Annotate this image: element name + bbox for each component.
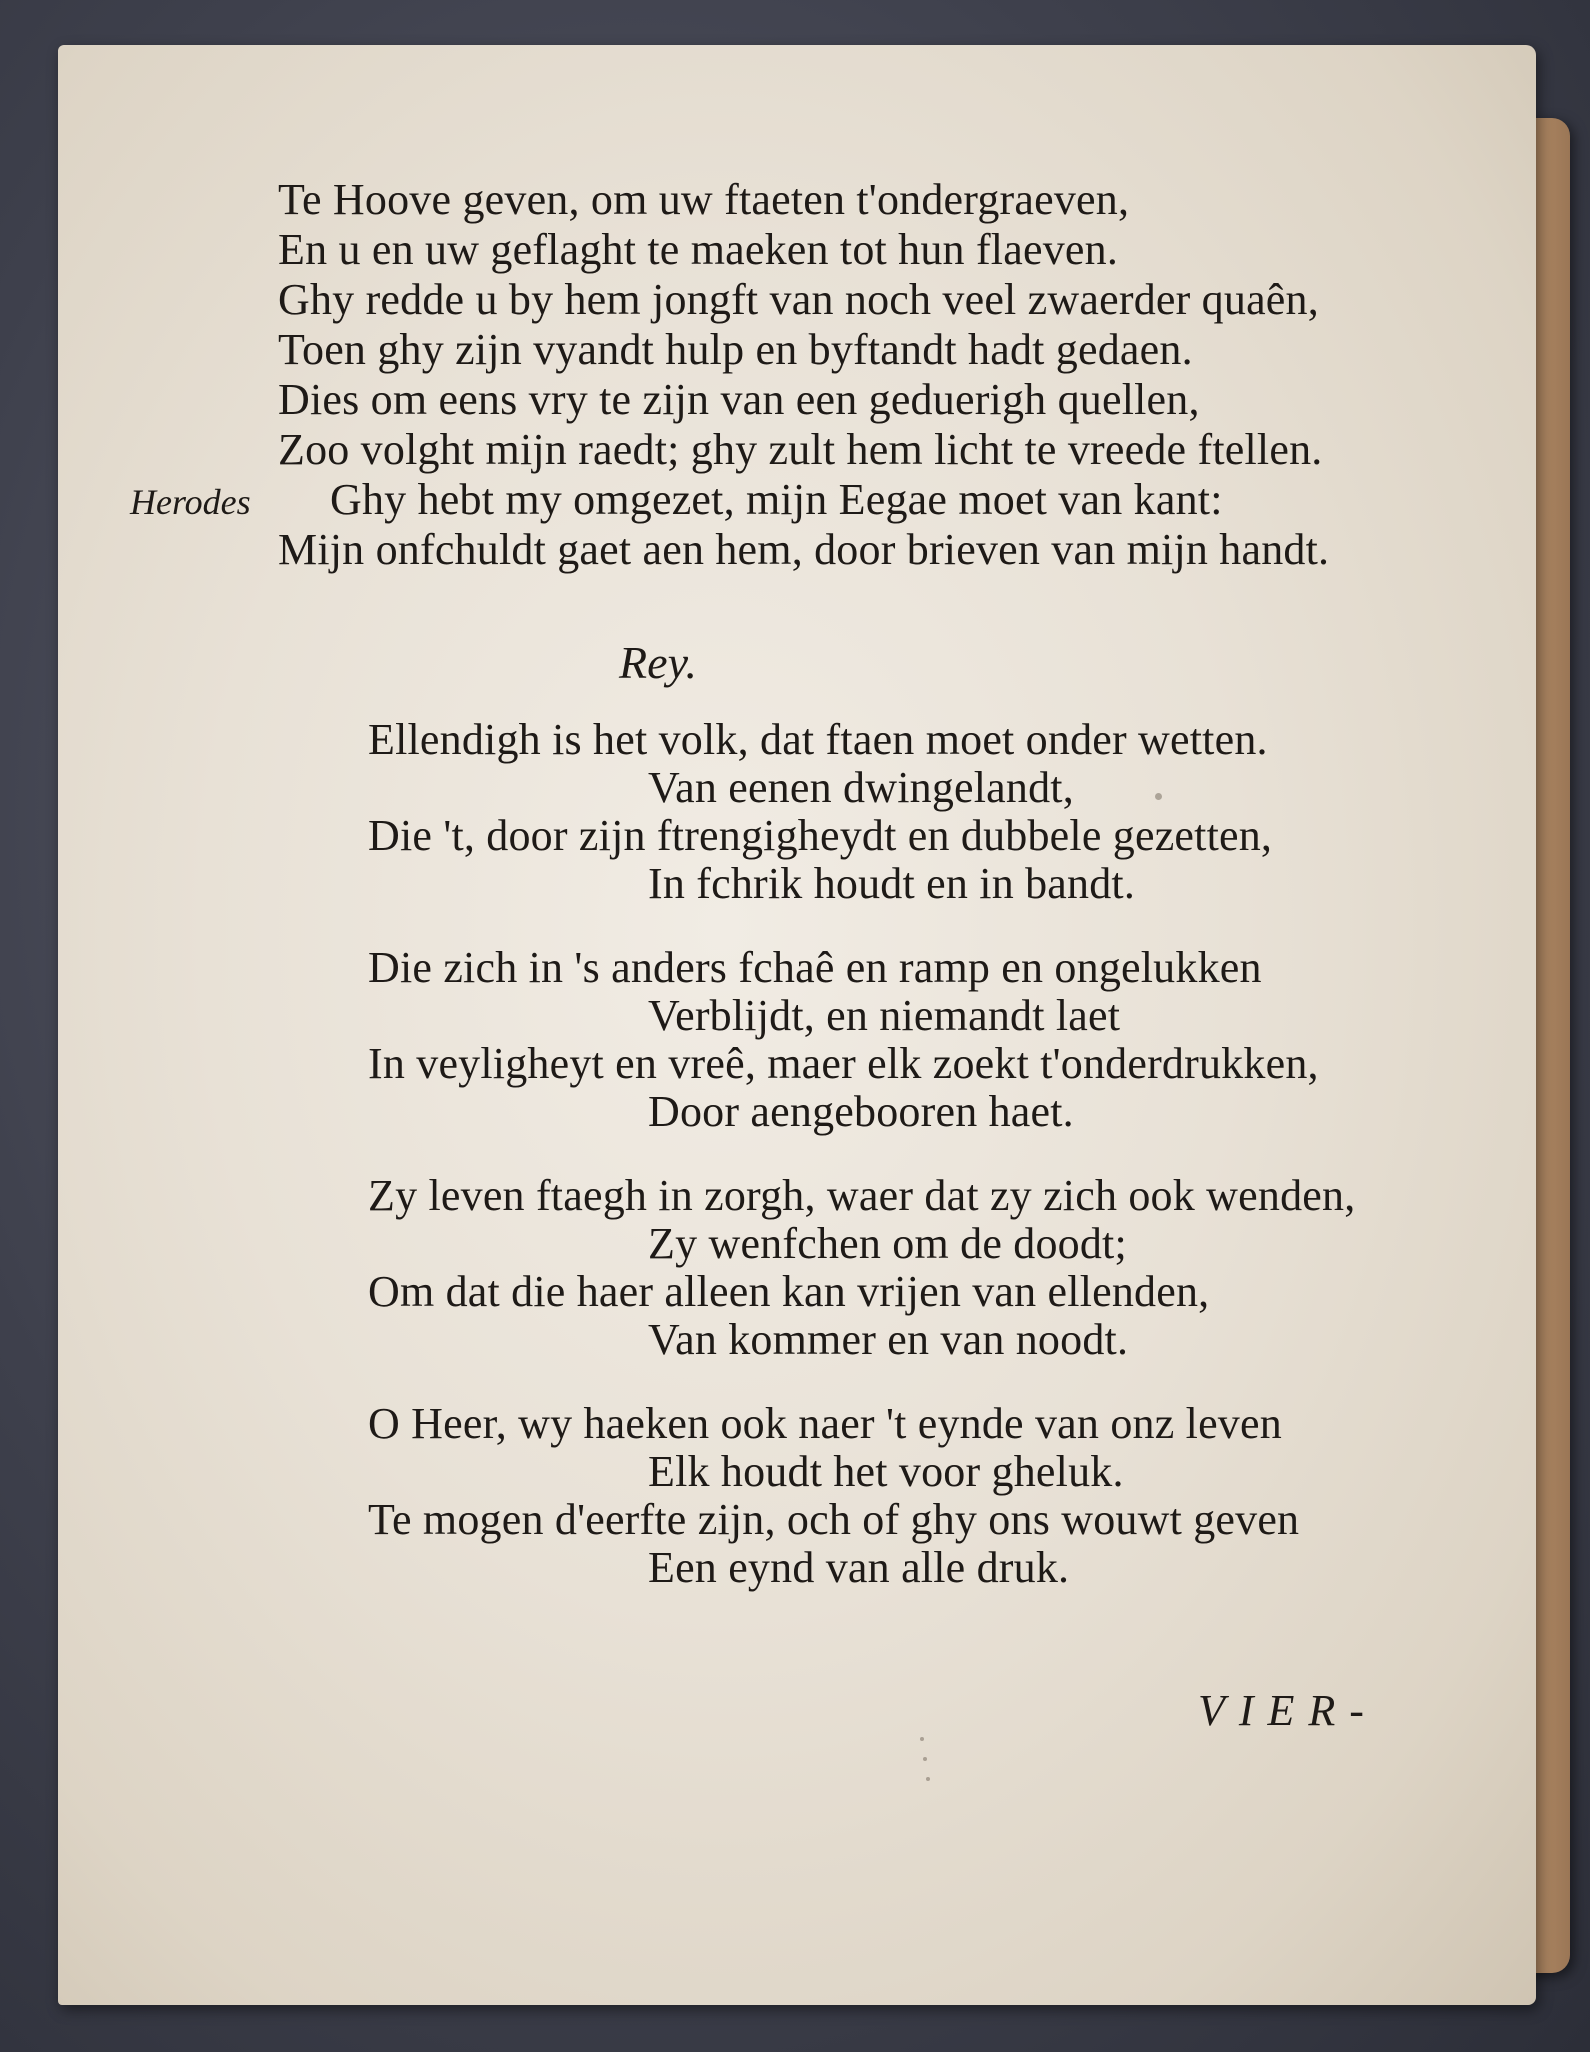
verse-line: Zoo volght mijn raedt; ghy zult hem licht te vreede ftellen. bbox=[278, 425, 1323, 474]
verse-line: En u en uw geflaght te maeken tot hun flaeven. bbox=[278, 225, 1119, 274]
verse-line: Dies om eens vry te zijn van een geduerigh quellen, bbox=[278, 375, 1200, 424]
verse-line: Ghy hebt my omgezet, mijn Eegae moet van kant: bbox=[330, 475, 1223, 524]
paper-speck bbox=[926, 1777, 930, 1781]
stanza-line-indented: Door aengebooren haet. bbox=[648, 1087, 1074, 1136]
verse-line: Toen ghy zijn vyandt hulp en byftandt hadt gedaen. bbox=[278, 325, 1193, 374]
stanza-line-indented: Verblijdt, en niemandt laet bbox=[648, 991, 1121, 1040]
stanza-line-indented: Van eenen dwingelandt, bbox=[648, 763, 1074, 812]
stanza-line: Te mogen d'eerfte zijn, och of ghy ons wouwt geven bbox=[368, 1495, 1300, 1544]
stanza-line: In veyligheyt en vreê, maer elk zoekt t'onderdrukken, bbox=[368, 1039, 1319, 1088]
speaker-name: Herodes bbox=[130, 482, 251, 522]
stanza-line: Zy leven ftaegh in zorgh, waer dat zy zich ook wenden, bbox=[368, 1171, 1356, 1220]
stanza-line: Die 't, door zijn ftrengigheydt en dubbele gezetten, bbox=[368, 811, 1273, 860]
stanza-line-indented: Van kommer en van noodt. bbox=[648, 1315, 1129, 1364]
stanza-line: O Heer, wy haeken ook naer 't eynde van onz leven bbox=[368, 1399, 1282, 1448]
verse-line: Ghy redde u by hem jongft van noch veel zwaerder quaên, bbox=[278, 275, 1319, 324]
stanza-line-indented: Elk houdt het voor gheluk. bbox=[648, 1447, 1124, 1496]
stanza-line: Die zich in 's anders fchaê en ramp en ongelukken bbox=[368, 943, 1262, 992]
stanza-line-indented: Zy wenfchen om de doodt; bbox=[648, 1219, 1127, 1268]
verse-line: Te Hoove geven, om uw ftaeten t'ondergraeven, bbox=[278, 175, 1130, 224]
stanza-line: Ellendigh is het volk, dat ftaen moet onder wetten. bbox=[368, 715, 1268, 764]
verse-line: Mijn onfchuldt gaet aen hem, door brieven van mijn handt. bbox=[278, 525, 1330, 574]
stanza-line: Om dat die haer alleen kan vrijen van ellenden, bbox=[368, 1267, 1210, 1316]
paper-speck bbox=[923, 1757, 927, 1761]
stanza-line-indented: In fchrik houdt en in bandt. bbox=[648, 859, 1136, 908]
book-page bbox=[58, 45, 1536, 2005]
paper-speck bbox=[920, 1737, 924, 1741]
chorus-heading: Rey. bbox=[619, 637, 697, 688]
stanza-line-indented: Een eynd van alle druk. bbox=[648, 1543, 1070, 1592]
paper-speck bbox=[1155, 793, 1162, 800]
catchword: VIER- bbox=[1198, 1686, 1378, 1735]
